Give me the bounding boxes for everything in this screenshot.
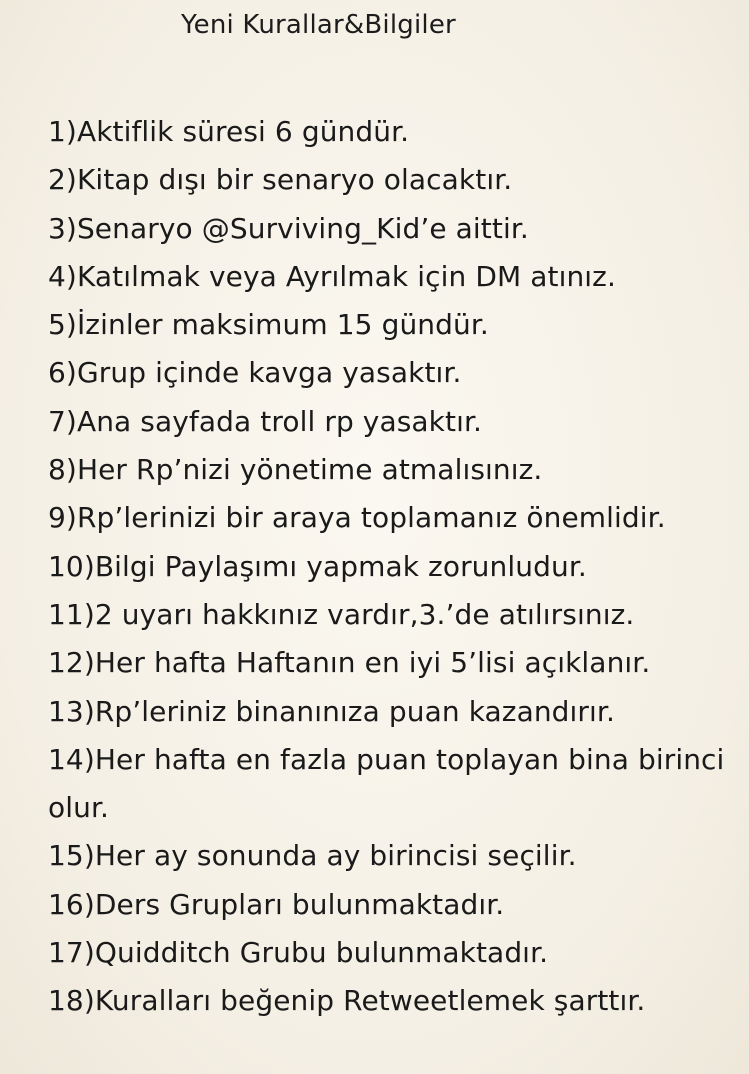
rule-item-9: 9)Rp’lerinizi bir araya toplamanız önemlidir. xyxy=(48,501,666,535)
rule-item-13: 13)Rp’leriniz binanınıza puan kazandırır. xyxy=(48,694,615,728)
rule-item-16: 16)Ders Grupları bulunmaktadır. xyxy=(48,887,505,921)
rule-item-15: 15)Her ay sonunda ay birincisi seçilir. xyxy=(48,839,577,873)
rule-item-2: 2)Kitap dışı bir senaryo olacaktır. xyxy=(48,163,513,197)
rule-item-5: 5)İzinler maksimum 15 gündür. xyxy=(48,308,489,342)
rule-item-10: 10)Bilgi Paylaşımı yapmak zorunludur. xyxy=(48,549,587,583)
page-title: Yeni Kurallar&Bilgiler xyxy=(181,10,456,40)
rule-item-4: 4)Katılmak veya Ayrılmak için DM atınız. xyxy=(48,259,616,293)
rule-item-8: 8)Her Rp’nizi yönetime atmalısınız. xyxy=(48,453,543,487)
rule-item-1: 1)Aktiflik süresi 6 gündür. xyxy=(48,115,410,148)
rule-item-7: 7)Ana sayfada troll rp yasaktır. xyxy=(48,404,483,438)
rule-item-12: 12)Her hafta Haftanın en iyi 5’lisi açıklanır. xyxy=(48,646,651,680)
rule-item-18: 18)Kuralları beğenip Retweetlemek şarttır. xyxy=(48,984,646,1018)
rules-list xyxy=(48,108,738,1026)
rule-item-14: 14)Her hafta en fazla puan toplayan bina birinci olur. xyxy=(48,742,725,825)
rule-item-3: 3)Senaryo @Surviving_Kid’e aittir. xyxy=(48,211,529,245)
rule-item-6: 6)Grup içinde kavga yasaktır. xyxy=(48,356,462,390)
rule-item-11: 11)2 uyarı hakkınız vardır,3.’de atılırsınız. xyxy=(48,597,635,631)
rule-item-17: 17)Quidditch Grubu bulunmaktadır. xyxy=(48,936,549,970)
